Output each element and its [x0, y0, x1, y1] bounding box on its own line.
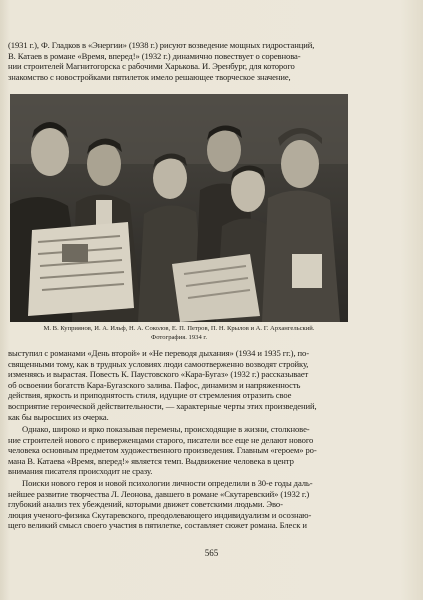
text-line: нии строителей Магнитогорска с рабочими Харькова. И. Эренбург, для которого	[8, 61, 295, 72]
text-line: (1931 г.), Ф. Гладков в «Энергии» (1938 г.) рисуют возведение мощных гидростанций,	[8, 40, 315, 50]
text-line: ние строителей нового с приверженцами старого, писатели все еще не делают нового	[8, 434, 314, 445]
caption-line: Фотография. 1934 г.	[150, 333, 207, 341]
paragraph-4	[8, 478, 386, 531]
text-line: щего великий смысл своего участия в пятилетке, составляет сюжет романа. Блеск и	[8, 520, 307, 531]
text-line: знакомство с новостройками пятилеток имело решающее творческое значение,	[8, 71, 291, 82]
text-line: человека основным предметом художественного произведения. Главным «героем» ро-	[8, 445, 317, 456]
caption-line: М. В. Куприянов, И. А. Ильф, Н. А. Соколов, Е. П. Петров, П. Н. Крылов и А. Г. Архангельский.	[43, 325, 315, 332]
text-line: выступил с романами «День второй» и «Не переводя дыхания» (1934 и 1935 гг.), по-	[8, 348, 309, 358]
photo-caption	[10, 325, 348, 342]
text-line: нейшее развитие творчества Л. Леонова, давшего в романе «Скутаревский» (1932 г.)	[8, 488, 310, 499]
text-line: изменяясь и вырастая. Повесть К. Паустовского «Кара-Бугаз» (1932 г.) рассказывает	[8, 369, 309, 380]
paragraph-2	[8, 348, 386, 422]
group-photograph	[10, 94, 348, 322]
text-line: Однако, широко и ярко показывая перемены, происходящие в жизни, столкнове-	[22, 424, 310, 434]
text-line: действия, яркость и приподнятость стиля, идущие от стремления отразить свое	[8, 390, 292, 401]
text-line: мана В. Катаева «Время, вперед!» является темп. Выдвижение человека в центр	[8, 455, 294, 466]
text-line: внимания писателя происходит не сразу.	[8, 466, 153, 477]
text-line: глубокий анализ тех убеждений, которыми движет советскими людьми. Эво-	[8, 499, 283, 510]
paragraph-3	[8, 424, 386, 477]
photograph-image	[10, 94, 348, 322]
text-line: как бы выросших из очерка.	[8, 411, 109, 422]
text-line: восприятие героической действительности, — характерные черты этих произведений,	[8, 400, 317, 411]
text-line: об освоении богатств Кара-Бугазского залива. Пафос, динамизм и напряженность	[8, 379, 301, 390]
page-number: 565	[204, 548, 219, 558]
text-line: люция ученого-физика Скутаревского, преодолевающего индивидуализм и осознаю-	[8, 509, 312, 520]
text-line: священными тому, как в трудных условиях люди самоотверженно возводят стройку,	[8, 358, 309, 369]
text-line: Поиски нового героя и новой психологии личности определили в 30-е годы даль-	[22, 478, 313, 488]
text-line: В. Катаев в романе «Время, вперед!» (1932 г.) динамично повествует о соревнова-	[8, 50, 301, 61]
top-paragraph	[8, 40, 386, 82]
